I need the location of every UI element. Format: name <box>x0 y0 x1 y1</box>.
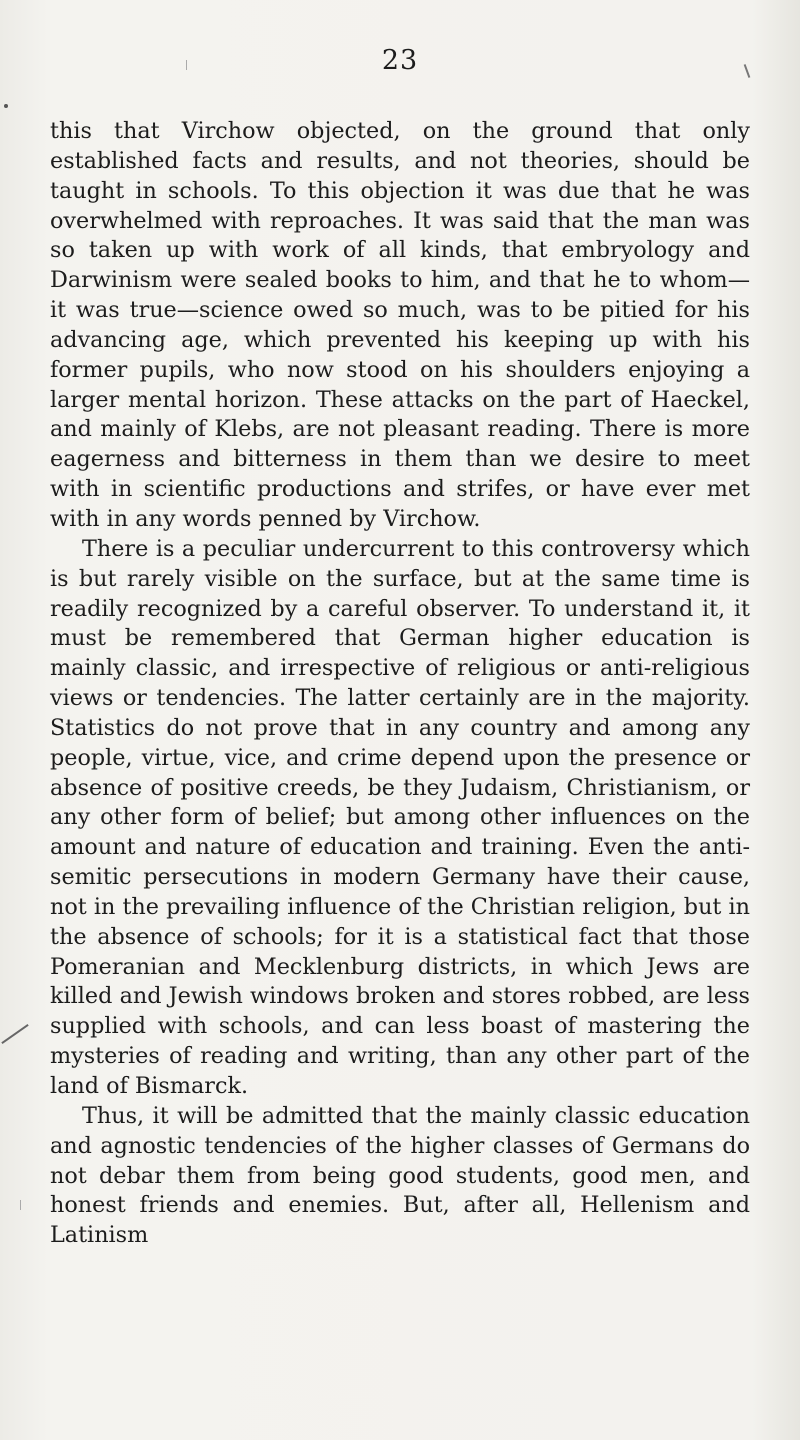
margin-slash-mark <box>1 1024 28 1044</box>
margin-dot-mark <box>4 104 8 108</box>
page-number: 23 <box>381 45 419 76</box>
paragraph-3: Thus, it will be admitted that the mainly classic education and agnostic tendencies of the higher classes of Germans do not debar them from being good students, good men, and honest friends and enemies. But, after all, Hellenism and Latinism <box>50 1102 750 1249</box>
paragraph-2: There is a peculiar undercurrent to this controversy which is but rarely visible on the surface, but at the same time is readily recognized by a careful observer. To understand it, it must be remembered that German higher education is mainly classic, and irrespective of religious or anti-religious views or tendencies. The latter certainly are in the majority. Statistics do not prove that in any country and among any people, virtue, vice, and crime depend upon the presence or absence of positive creeds, be they Judaism, Christianism, or any other form of belief; but among other influences on the amount and nature of education and training. Even the anti-semitic persecutions in modern Germany have their cause, not in the prevailing influence of the Christian religion, but in the absence of schools; for it is a statistical fact that those Pomeranian and Mecklenburg districts, in which Jews are killed and Jewish windows broken and stores robbed, are less supplied with schools, and can less boast of mastering the mysteries of reading and writing, than any other part of the land of Bismarck. <box>50 535 750 1099</box>
paragraph-1: this that Virchow objected, on the ground that only established facts and results, and not theories, should be taught in schools. To this objection it was due that he was overwhelmed with reproaches. It was said that the man was so taken up with work of all kinds, that embryology and Darwinism were sealed books to him, and that he to whom—it was true—science owed so much, was to be pitied for his advancing age, which prevented his keeping up with his former pupils, who now stood on his shoulders enjoying a larger mental horizon. These attacks on the part of Haeckel, and mainly of Klebs, are not pleasant reading. There is more eagerness and bitterness in them than we desire to meet with in scientific productions and strifes, or have ever met with in any words penned by Virchow. <box>50 118 750 532</box>
body-text <box>50 117 750 1251</box>
margin-tick-mark-bottom <box>20 1200 21 1210</box>
